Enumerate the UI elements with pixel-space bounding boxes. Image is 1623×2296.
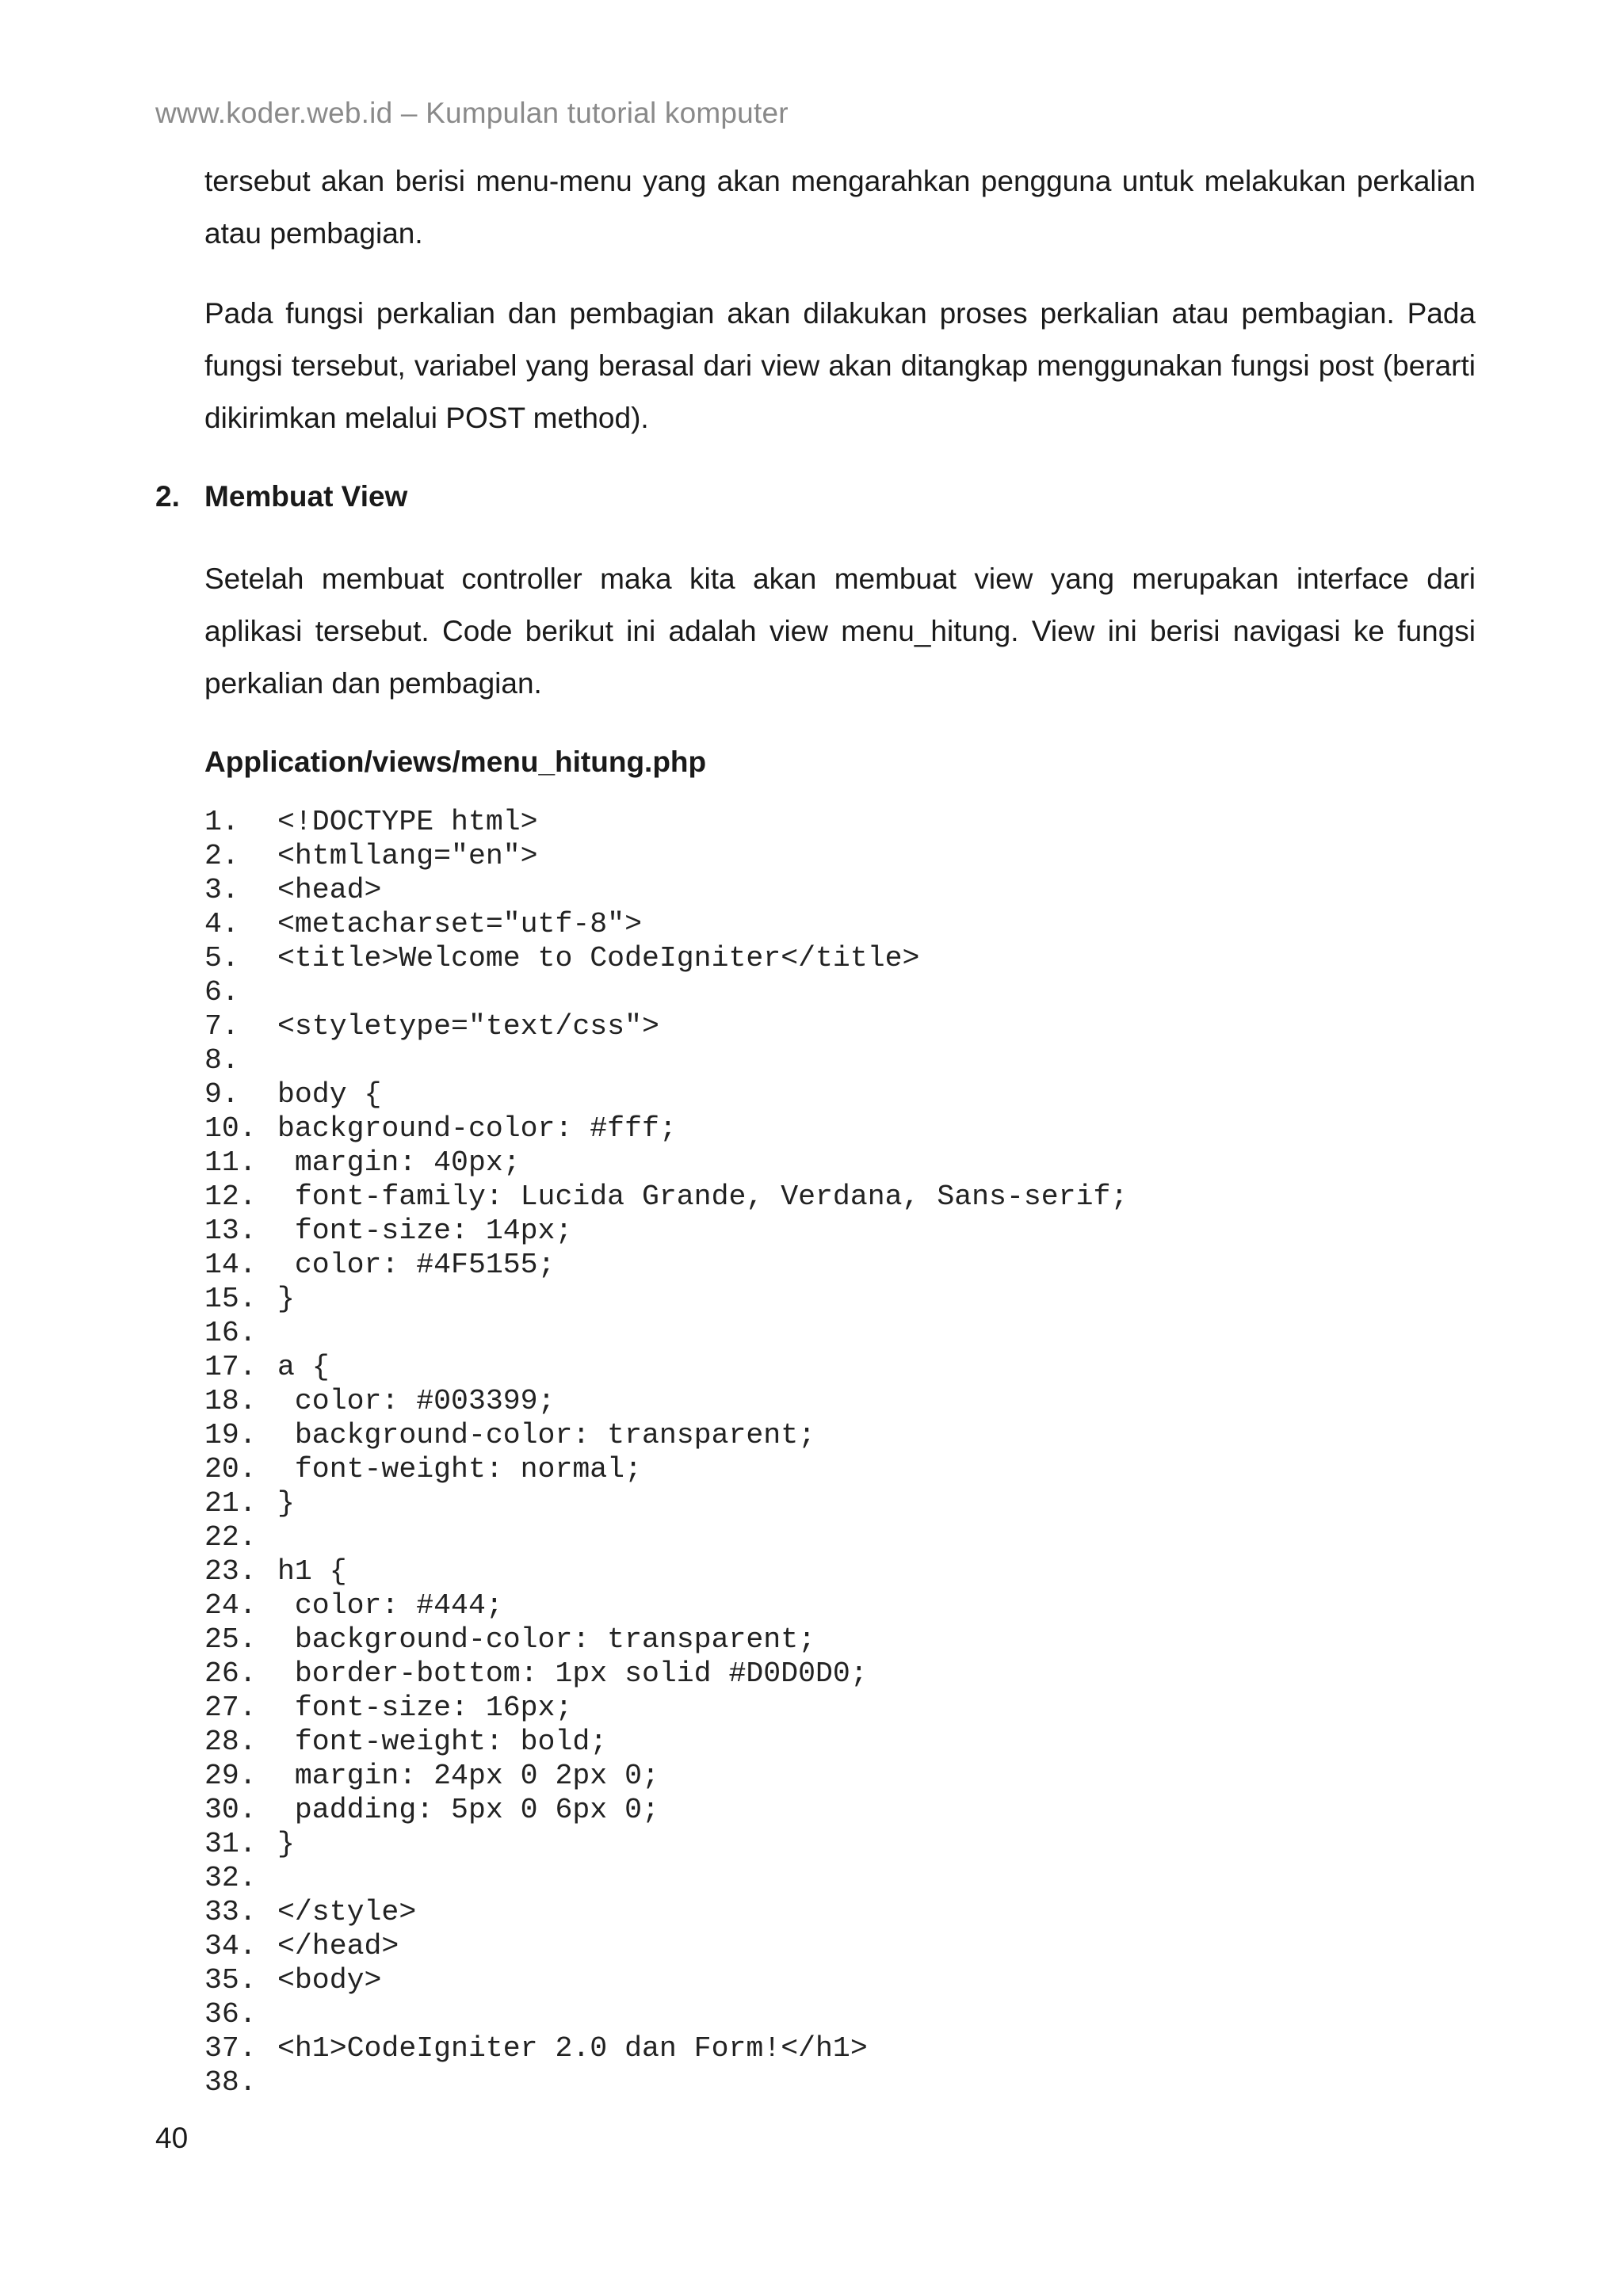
line-text: body { [277,1078,382,1111]
line-number: 13. [204,1215,257,1247]
line-number: 19. [204,1419,257,1451]
line-text: border-bottom: 1px solid #D0D0D0; [277,1657,868,1690]
line-number: 26. [204,1657,257,1690]
code-line [204,1997,1128,2031]
line-number: 31. [204,1828,257,1860]
paragraph-functions: Pada fungsi perkalian dan pembagian akan dilakukan proses perkalian atau pembagian. Pada fungsi tersebut, variabel yang berasal dari view akan ditangkap menggunakan fungsi post (berarti dikirimkan melalui POST method). [204,297,1476,434]
code-line [204,1861,1128,1895]
line-number: 27. [204,1691,257,1724]
line-text: } [277,1487,295,1520]
paragraph-view: Setelah membuat controller maka kita akan membuat view yang merupakan interface dari aplikasi tersebut. Code berikut ini adalah view menu_hitung. View ini berisi navigasi ke fungsi perkalian dan pembagian. [204,563,1476,700]
code-line [204,1963,1128,1997]
code-line [204,1691,1128,1725]
line-text: } [277,1283,295,1315]
line-number: 22. [204,1521,257,1554]
line-text: color: #4F5155; [277,1249,556,1281]
line-number: 16. [204,1317,257,1349]
line-number: 7. [204,1010,239,1043]
code-line [204,2065,1128,2100]
section-title: Membuat View [204,480,408,513]
page-number: 40 [155,2122,189,2154]
code-line [204,1077,1128,1112]
line-text: color: #444; [277,1589,503,1622]
line-text: margin: 40px; [277,1146,521,1179]
line-number: 20. [204,1453,257,1486]
code-line [204,1657,1128,1691]
line-text: background-color: transparent; [277,1419,816,1451]
line-number: 9. [204,1078,239,1111]
line-number: 4. [204,908,239,940]
code-line [204,1929,1128,1963]
line-number: 28. [204,1726,257,1758]
paragraph-intro: tersebut akan berisi menu-menu yang akan mengarahkan pengguna untuk melakukan perkalian atau pembagian. [204,165,1476,250]
line-text: } [277,1828,295,1860]
line-number: 25. [204,1623,257,1656]
code-line [204,975,1128,1009]
code-line [204,1384,1128,1418]
code-listing [204,805,1128,2100]
line-number: 33. [204,1896,257,1928]
code-line [204,805,1128,839]
code-line [204,1214,1128,1248]
code-line [204,1895,1128,1929]
code-line [204,1009,1128,1043]
line-text: padding: 5px 0 6px 0; [277,1794,659,1826]
page-header: www.koder.web.id – Kumpulan tutorial komputer [155,97,789,129]
line-number: 30. [204,1794,257,1826]
code-line [204,1486,1128,1520]
code-line [204,839,1128,873]
code-line [204,1827,1128,1861]
line-number: 15. [204,1283,257,1315]
code-line [204,1725,1128,1759]
line-text: a { [277,1351,330,1383]
line-number: 1. [204,806,239,838]
line-number: 8. [204,1044,239,1077]
code-line [204,1520,1128,1554]
line-text: <body> [277,1964,382,1997]
line-text: font-weight: normal; [277,1453,642,1486]
code-line [204,1759,1128,1793]
line-text: <styletype="text/css"> [277,1010,659,1043]
code-line [204,907,1128,941]
line-text: <metacharset="utf-8"> [277,908,642,940]
line-text: background-color: #fff; [277,1112,677,1145]
line-text: <htmllang="en"> [277,840,538,872]
line-number: 34. [204,1930,257,1962]
code-line [204,2031,1128,2065]
code-line [204,941,1128,975]
code-line [204,1112,1128,1146]
code-line [204,1793,1128,1827]
line-text: margin: 24px 0 2px 0; [277,1760,659,1792]
code-line [204,873,1128,907]
line-number: 36. [204,1998,257,2031]
line-number: 11. [204,1146,257,1179]
code-line [204,1316,1128,1350]
line-text: font-size: 14px; [277,1215,573,1247]
line-text: color: #003399; [277,1385,556,1417]
line-text: font-size: 16px; [277,1691,573,1724]
line-text: font-family: Lucida Grande, Verdana, Sans-serif; [277,1180,1128,1213]
line-number: 35. [204,1964,257,1997]
code-line [204,1554,1128,1589]
line-number: 29. [204,1760,257,1792]
line-number: 21. [204,1487,257,1520]
code-line [204,1589,1128,1623]
line-text: font-weight: bold; [277,1726,608,1758]
line-number: 5. [204,942,239,974]
line-number: 12. [204,1180,257,1213]
line-number: 10. [204,1112,257,1145]
code-line [204,1146,1128,1180]
code-line [204,1248,1128,1282]
code-line [204,1350,1128,1384]
code-line [204,1282,1128,1316]
line-text: <h1>CodeIgniter 2.0 dan Form!</h1> [277,2032,868,2065]
code-line [204,1623,1128,1657]
line-number: 24. [204,1589,257,1622]
code-line [204,1452,1128,1486]
line-number: 38. [204,2066,257,2099]
code-line [204,1043,1128,1077]
line-number: 18. [204,1385,257,1417]
line-text: h1 { [277,1555,347,1588]
line-number: 17. [204,1351,257,1383]
line-text: </style> [277,1896,417,1928]
line-number: 14. [204,1249,257,1281]
line-number: 2. [204,840,239,872]
line-text: background-color: transparent; [277,1623,816,1656]
line-number: 37. [204,2032,257,2065]
line-number: 23. [204,1555,257,1588]
line-text: </head> [277,1930,399,1962]
line-number: 3. [204,874,239,906]
section-number: 2. [155,480,180,513]
line-text: <head> [277,874,382,906]
line-number: 32. [204,1862,257,1894]
file-path-label: Application/views/menu_hitung.php [204,746,707,778]
section-heading [155,473,407,521]
code-line [204,1418,1128,1452]
line-number: 6. [204,976,239,1009]
line-text: <!DOCTYPE html> [277,806,538,838]
code-line [204,1180,1128,1214]
line-text: <title>Welcome to CodeIgniter</title> [277,942,920,974]
